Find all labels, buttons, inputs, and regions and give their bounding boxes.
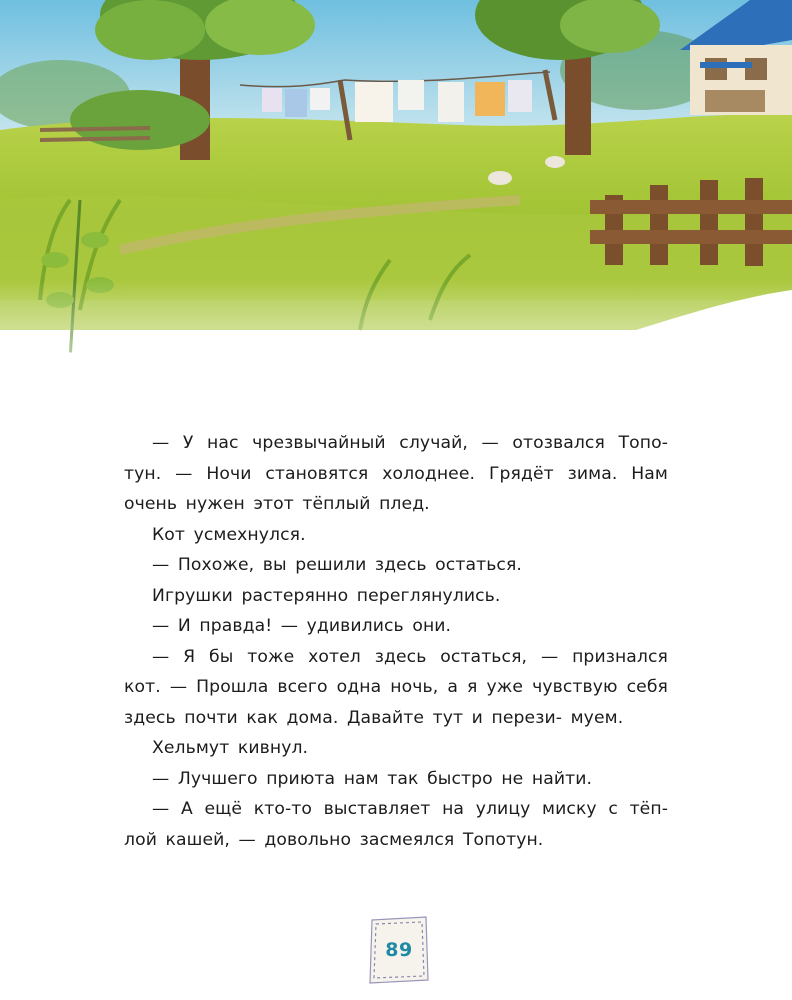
text-line: — У нас чрезвычайный случай, — отозвался Топо-	[152, 433, 668, 453]
text-line: тун. — Ночи становятся холоднее. Грядёт зима. Нам	[124, 463, 668, 484]
text-line: кот. — Прошла всего одна ночь, а я уже чувствую	[124, 677, 618, 697]
text-line: Игрушки растерянно переглянулись.	[152, 585, 501, 606]
text-line: Хельмут кивнул.	[152, 738, 309, 758]
text-line: лой кашей, — довольно засмеялся Топотун.	[124, 829, 544, 850]
paragraph	[124, 642, 668, 734]
text-line: муем.	[570, 707, 624, 728]
paragraph	[124, 794, 668, 855]
text-line: — Я бы тоже хотел здесь остаться, — признался	[152, 646, 668, 667]
paragraph	[124, 764, 668, 795]
header-illustration	[0, 0, 792, 410]
countryside-scene-image	[0, 0, 792, 410]
page-number: 89	[385, 939, 413, 961]
text-line: — И правда! — удивились они.	[152, 616, 452, 636]
text-line: себя здесь почти как дома. Давайте тут и перези-	[124, 677, 668, 728]
text-line: — Лучшего приюта нам так быстро не найти.	[152, 768, 593, 789]
text-line: — А ещё кто-то выставляет на улицу миску с тёп-	[152, 799, 668, 819]
text-line: — Похоже, вы решили здесь остаться.	[152, 555, 522, 575]
paragraph	[124, 611, 668, 642]
paragraph	[124, 520, 668, 551]
text-line: очень нужен этот тёплый плед.	[124, 494, 430, 514]
paragraph	[124, 550, 668, 581]
paragraph	[124, 733, 668, 764]
paragraph	[124, 428, 668, 520]
paragraph	[124, 581, 668, 612]
text-line: Кот усмехнулся.	[152, 524, 306, 545]
story-text	[124, 428, 668, 855]
page-number-tag	[366, 914, 432, 986]
